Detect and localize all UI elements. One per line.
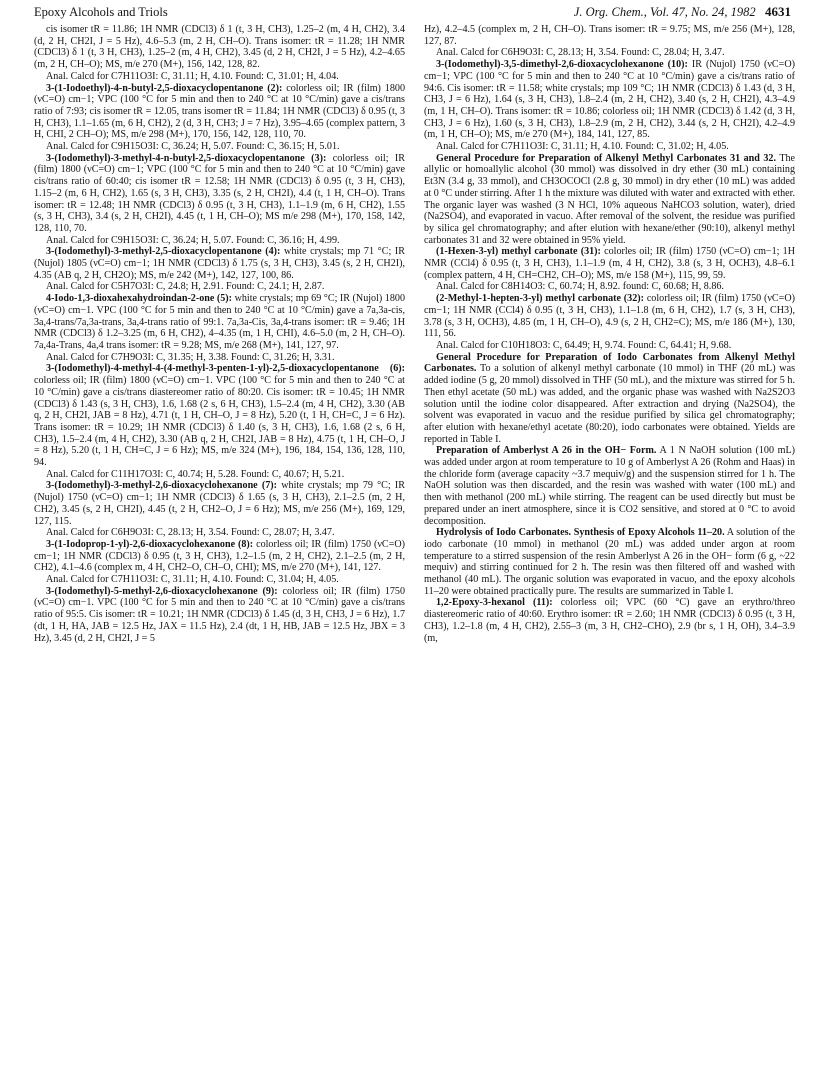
paragraph [424,445,795,527]
journal-name: J. Org. Chem., Vol. 47, No. 24, 1982 [573,5,756,19]
compound-heading: 3-(1-Iodoethyl)-4-n-butyl-2,5-dioxacyclopentanone (2): [46,82,283,94]
paragraph [34,153,405,235]
paragraph [34,363,405,468]
paragraph-text: colorless oil; IR (film) 1750 (νC=O) cm−1; 1H NMR (CDCl3) δ 0.95 (t, 3 H, CH3), 1.2–1.5 (m, 2 H, CH2), 2.1–2.5 (m, 2 H, CH2), 4.1–4.6 (complex m, 4 H, CH2–O, CH–O, CHI); MS, m/e 270 (M+), 141, 127. [34,538,405,574]
paragraph [424,527,795,597]
paragraph-text: Anal. Calcd for C6H9O3I: C, 28.13; H, 3.54. Found: C, 28.04; H, 3.47. [436,47,725,59]
paragraph [34,469,405,481]
running-title: Epoxy Alcohols and Triols [34,5,168,19]
paragraph-text: cis isomer tR = 11.86; 1H NMR (CDCl3) δ 1 (t, 3 H, CH3), 1.25–2 (m, 4 H, CH2), 3.4 (d, 2 H, CH2I, J = 5 Hz), 4.6–5.3 (m, 2 H, CH–O). Trans isomer: tR = 11.28; 1H NMR (CDCl3) δ 1 (t, 3 H, CH3), 1.25–2 (m, 4 H, CH2), 3.45 (d, 2 H, CH2I, J = 5 Hz), 4.2–4.65 (m, 2 H, CH–O); MS, m/e 270 (M+), 156, 142, 128, 82. [34,24,405,71]
paragraph-text: Anal. Calcd for C11H17O3I: C, 40.74; H, 5.28. Found: C, 40.67; H, 5.21. [46,468,345,480]
compound-heading: 3-(Iodomethyl)-4-methyl-4-(4-methyl-3-penten-1-yl)-2,5-dioxacyclopentanone (6): [46,363,405,375]
paragraph-text: A solution of the iodo carbonate (10 mmol) in methanol (20 mL) was added under argon at room temperature to a stirred suspension of the resin Amberlyst A 26 in the OH− form (6 g, ~22 mequiv) and stirring continued for 2 h. The resin was then filtered off and washed with methanol (40 mL). The organic solution was evaporated in vacuo, and the epoxy alcohols 11–20 were obtained practically pure. The results are summarized in Table I. [424,527,795,597]
paragraph [424,340,795,352]
paragraph [34,71,405,83]
paragraph [424,246,795,281]
left-column [34,24,405,644]
paragraph-text: Anal. Calcd for C6H9O3I: C, 28.13; H, 3.54. Found: C, 28.07; H, 3.47. [46,527,335,539]
paragraph [34,281,405,293]
paragraph-text: Anal. Calcd for C7H11O3I: C, 31.11; H, 4.10. Found: C, 31.04; H, 4.05. [46,574,339,586]
compound-heading: (1-Hexen-3-yl) methyl carbonate (31): [436,246,601,258]
paragraph [424,597,795,644]
page-number: 4631 [765,4,791,19]
compound-heading: 3-(Iodomethyl)-3,5-dimethyl-2,6-dioxacyclohexanone (10): [436,59,688,71]
paragraph-text: The allylic or homoallylic alcohol (30 mmol) was dissolved in dry ether (30 mL) containing Et3N (3.4 g, 33 mmol), and CH3OCOCl (2.8 g, 30 mmol) in dry ether (10 mL) was added at 0 °C under stirring. After 1 h the mixture was diluted with water and extracted with ether. The organic layer was washed (3 N HCl, 10% aqueous NaHCO3 solution, water), dried (Na2SO4), and evaporated in vacuo. After removal of the solvent, the residue was purified by silica gel chromatography; and after elution with hexane/ether (90:10), alkenyl methyl carbonates 31 and 32 were obtained in 95% yield. [424,152,796,246]
paragraph-text: white crystals; mp 71 °C; IR (Nujol) 1805 (νC=O) cm−1; 1H NMR (CDCl3) δ 1.75 (s, 3 H, CH3), 3.45 (s, 2 H, CH2I), 4.35 (AB q, 2 H, CH2O); MS, m/e 242 (M+), 142, 127, 100, 86. [34,246,405,281]
right-column [424,24,795,644]
compound-heading: 3-(Iodomethyl)-3-methyl-2,6-dioxacyclohexanone (7): [46,480,278,492]
paragraph [424,153,795,247]
paragraph [424,59,795,141]
paragraph [34,574,405,586]
paragraph-text: To a solution of alkenyl methyl carbonate (10 mmol) in THF (20 mL) was added iodine (5 g, 20 mmol) dissolved in THF (50 mL), and the mixture was stirred for 5 h. Then ethyl acetate (50 mL) was added, and the organic phase was washed with Na2S2O3 solution until the iodine color disappeared. After extraction and drying (Na2SO4), the solvent was evaporated in vacuo and the residue purified by silica gel chromatography; after elution with hexane/ethyl acetate (80:20), iodo carbonates were obtained. Yields are reported in Table I. [424,363,795,445]
paragraph [424,24,795,47]
paragraph-text: Anal. Calcd for C7H11O3I: C, 31.11; H, 4.10. Found: C, 31.02; H, 4.05. [436,141,729,153]
paragraph-text: colorless oil; IR (film) 1750 (νC=O) cm−1; 1H NMR (CCl4) δ 0.95 (t, 3 H, CH3), 1.1–1.8 (m, 6 H, CH2), 1.7 (s, 3 H, CH3), 3.78 (s, 3 H, OCH3), 4.85 (m, 1 H, CH–O), 4.9 (s, 2 H, CH2=C); MS, m/e 186 (M+), 130, 111, 56. [424,293,795,340]
paragraph [34,527,405,539]
paragraph-text: colorless oil; IR (film) 1750 (νC=O) cm−1. VPC (100 °C for 5 min and then to 240 °C at 10 °C/min) gave a cis/trans ratio of 95:5. Cis isomer: tR = 10.21; 1H NMR (CDCl3) δ 1.45 (d, 3 H, CH3, J = 6 Hz), 1.7 (dt, 1 H, HA, JAB = 12.5 Hz, JAX = 11.5 Hz), 2.4 (dt, 1 H, HB, JAB = 12.5 Hz, JBX = 3 Hz), 3.45 (d, 2 H, CH2I, J = 5 [34,585,405,644]
paragraph [424,47,795,59]
paragraph-text: colorles oil; IR (film) 1750 (νC=O) cm−1; 1H NMR (CCl4) δ 0.95 (t, 3 H, CH3), 1.1–1.9 (m, 4 H, CH2), 3.8 (s, 3 H, OCH3), 4.8–6.1 (complex pattern, 4 H, CH=CH2, CH–O); MS, m/e 158 (M+), 115, 99, 59. [424,246,796,281]
paragraph-text: Anal. Calcd for C8H14O3: C, 60.74; H, 8.92. found: C, 60.68; H, 8.86. [436,281,724,293]
compound-heading: 3-(Iodomethyl)-5-methyl-2,6-dioxacyclohexanone (9): [46,585,278,597]
paragraph [34,480,405,527]
compound-heading: 3-(Iodomethyl)-3-methyl-4-n-butyl-2,5-dioxacyclopentanone (3): [46,152,327,164]
compound-heading: (2-Methyl-1-hepten-3-yl) methyl carbonate (32): [436,293,644,305]
paragraph [34,539,405,574]
compound-heading: 1,2-Epoxy-3-hexanol (11): [436,597,553,609]
compound-heading: Hydrolysis of Iodo Carbonates. Synthesis of Epoxy Alcohols 11–20. [436,527,725,539]
paragraph-text: white crystals; mp 79 °C; IR (Nujol) 1750 (νC=O) cm−1; 1H NMR (CDCl3) δ 1.65 (s, 3 H, CH3), 2.1–2.5 (m, 2 H, CH2), 3.45 (s, 2 H, CH2I), 4.45 (t, 2 H, CH2–O, J = 6 Hz); MS, m/e 256 (M+), 169, 129, 127, 115. [34,480,405,527]
paragraph-text: colorless oil; IR (film) 1800 (νC=O) cm−1; VPC (100 °C for 5 min and then to 240 °C at 10 °C/min) gave a cis/trans ratio of 7:93; cis isomer tR = 12.05, trans isomer tR = 11.84; 1H NMR (CDCl3) δ 0.95 (t, 3 H, CH3), 1.1–1.65 (m, 6 H, CH2), 2 (d, 3 H, CH3; J = 7 Hz), 3.95–4.65 (complex pattern, 3 H, CHI, 2 CH–O); MS, m/e 298 (M+), 170, 156, 142, 128, 110, 70. [34,82,405,141]
compound-heading: General Procedure for Preparation of Iodo Carbonates from Alkenyl Methyl Carbonates. [424,351,795,375]
paragraph [34,235,405,247]
paragraph-text: A 1 N NaOH solution (100 mL) was added under argon at room temperature to 10 g of Amberlyst A 26 (Rohm and Haas) in the chloride form (average capacity ~3.7 mequiv/g) and the suspension stirred for 1 h. The NaOH solution was then discarded, and the resin was washed with water (100 mL) and then with methanol (200 mL) while stirring. The reagent can be used directly but must be prepared under an inert atmosphere, since it is CO2 sensitive, and stored at 0 °C to avoid decomposition. [424,445,795,527]
paragraph [34,586,405,645]
paragraph-text: colorless oil; IR (film) 1800 (νC=O) cm−1. VPC (100 °C for 5 min and then to 240 °C at 10 °C/min) gave a cis/trans diastereomer ratio of 80:20. Cis isomer: tR = 10.45; 1H NMR (CDCl3) δ 1.43 (s, 3 H, CH3), 1.6, 1.68 (2 s, 6 H, CH3), 1.5–2.4 (m, 4 H, CH2), 3.30 (AB q, 2 H, CH2I, JAB = 8 Hz), 4.71 (t, 1 H, CH–O, J = 8 Hz), 5.20 (t, 1 H, CH=C, J = 6 Hz). Trans isomer: tR = 10.29; 1H NMR (CDCl3) δ 1.40 (s, 3 H, CH3), 1.6, 1.68 (2 s, 6 H, CH3), 1.5–2.4 (m, 4 H, CH2), 3.30 (AB q, 2 H, CH2I, JAB = 8 Hz), 4.75 (t, 1 H, CH–O, J = 8 Hz), 5.20 (t, 1 H, CH=C, J = 6 Hz); MS, m/e 324 (M+), 196, 184, 154, 136, 128, 110, 94. [34,375,405,469]
running-header [34,4,791,24]
journal-citation [574,4,791,20]
paragraph [34,246,405,281]
paragraph [424,141,795,153]
paragraph-text: Anal. Calcd for C7H11O3I: C, 31.11; H, 4.10. Found: C, 31.01; H, 4.04. [46,70,339,82]
paragraph [34,24,405,71]
compound-heading: 3-(Iodomethyl)-3-methyl-2,5-dioxacyclopentanone (4): [46,246,281,258]
compound-heading: 3-(1-Iodoprop-1-yl)-2,6-dioxacyclohexanone (8): [46,538,254,550]
compound-heading: General Procedure for Preparation of Alkenyl Methyl Carbonates 31 and 32. [436,152,776,164]
paragraph [34,83,405,142]
paragraph [424,281,795,293]
paragraph-text: Hz), 4.2–4.5 (complex m, 2 H, CH–O). Trans isomer: tR = 9.75; MS, m/e 256 (M+), 128, 127, 87. [424,24,795,47]
paragraph-text: colorless oil; VPC (60 °C) gave an erythro/threo diastereomeric ratio of 40:60. Erythro isomer: tR = 2.60; 1H NMR (CDCl3) δ 0.95 (t, 3 H, CH3), 1.2–1.8 (m, 4 H, CH2), 2.55–3 (m, 3 H, CH2–CHO), 2.9 (br s, 1 H, OH), 3.4–3.9 (m, [424,597,795,644]
paragraph-text: colorless oil; IR (film) 1800 (νC=O) cm−1; VPC (100 °C for 5 min and then to 240 °C at 10 °C/min) gave cis/trans ratio of 60:40; cis isomer tR = 12.58; 1H NMR (CDCl3) δ 0.95 (t, 3 H, CH3), 1.15–2 (m, 6 H, CH2), 1.65 (s, 3 H, CH3), 3.35 (s, 2 H, CH2I), 4.4 (t, 1 H, CH–O). Trans isomer: tR = 12.48; 1H NMR (CDCl3) δ 0.95 (t, 3 H, CH3), 1.1–1.9 (m, 6 H, CH2), 1.55 (s, 3 H, CH3), 3.4 (s, 2 H, CH2I), 4.45 (t, 1 H, CH–O); MS m/e 298 (M+), 170, 158, 142, 128, 110, 70. [34,152,406,234]
paragraph-text: Anal. Calcd for C9H15O3I: C, 36.24; H, 5.07. Found: C, 36.15; H, 5.01. [46,141,340,153]
compound-heading: Preparation of Amberlyst A 26 in the OH− Form. [436,445,657,457]
paragraph [34,293,405,352]
paragraph [34,352,405,364]
paragraph-text: Anal. Calcd for C10H18O3: C, 64.49; H, 9.74. Found: C, 64.41; H, 9.68. [436,339,732,351]
paragraph-text: IR (Nujol) 1750 (νC=O) cm−1; VPC (100 °C for 5 min and then to 240 °C at 10 °C/min) gave a cis/trans ratio of 94:6. Cis isomer: tR = 11.58; white crystals; mp 109 °C; 1H NMR (CDCl3) δ 1.43 (d, 3 H, CH3, J = 6 Hz), 1.64 (s, 3 H, CH3), 1.8–2.4 (m, 2 H, CH2), 3.40 (s, 2 H, CH2I), 4.3–4.9 (m, 1 H, CH–O). Trans isomer: tR = 10.86; colorless oil; 1H NMR (CDCl3) δ 1.42 (d, 3 H, CH3, J = 6 Hz), 1.60 (s, 3 H, CH3), 1.8–2.9 (m, 2 H, CH2), 3.44 (s, 2 H, CH2I), 4.2–4.9 (m, 1 H, CH–O); MS, m/e 270 (M+), 184, 141, 127, 85. [424,59,795,141]
paragraph [424,293,795,340]
compound-heading: 4-Iodo-1,3-dioxahexahydroindan-2-one (5): [46,293,233,305]
paragraph [34,141,405,153]
paragraph-text: Anal. Calcd for C5H7O3I: C, 24.8; H, 2.91. Found: C, 24.1; H, 2.87. [46,281,325,293]
paragraph-text: Anal. Calcd for C7H9O3I: C, 31.35; H, 3.38. Found: C, 31.26; H, 3.31. [46,351,335,363]
paragraph-text: Anal. Calcd for C9H15O3I: C, 36.24; H, 5.07. Found: C, 36.16; H, 4.99. [46,234,340,246]
paragraph-text: white crystals; mp 69 °C; IR (Nujol) 1800 (νC=O) cm−1. VPC (100 °C for 5 min and then to 240 °C at 10 °C/min) gave a 7a,3a-cis, 3a,4-trans/7a,3a-trans, 3a,4-trans ratio of 99:1. 7a,3a-Cis, 3a,4-trans isomer: tR = 9.46; 1H NMR (CDCl3) δ 1.2–3.25 (m, 6 H, CH2), 4–4.35 (m, 1 H, CHI), 4.6–5.0 (m, 2 H, CH–O). 7a,4a-Trans, 4a,4 trans isomer: tR = 9.28; MS, m/e 268 (M+), 141, 127, 97. [34,293,405,351]
paragraph [424,352,795,446]
